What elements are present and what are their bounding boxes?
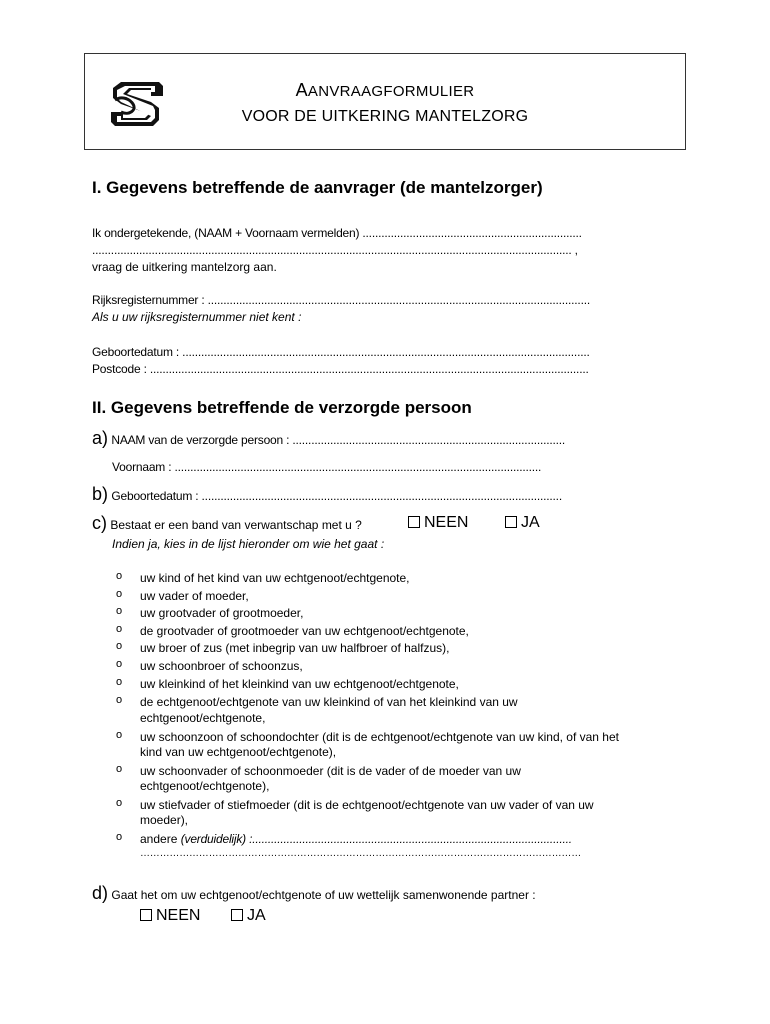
kinship-no-option[interactable]: NEEN <box>408 514 468 532</box>
list-item-cont: kind van uw echtgenoot/echtgenote), <box>140 745 337 759</box>
kinship-yes-checkbox[interactable] <box>505 516 517 528</box>
national-register-note: Als u uw rijksregisternummer niet kent : <box>92 310 302 324</box>
request-text: vraag de uitkering mantelzorg aan. <box>92 260 277 274</box>
partner-no-checkbox[interactable] <box>140 909 152 921</box>
care-firstname-field[interactable]: Voornaam : ..................................................................................................................... <box>112 460 542 474</box>
national-register-field[interactable]: Rijksregisternummer : .......................................................................................................................... <box>92 293 590 307</box>
item-d-letter: d) <box>92 883 109 903</box>
partner-yes-option[interactable]: JA <box>231 907 266 925</box>
care-name-field[interactable]: NAAM van de verzorgde persoon : ....................................................................................... <box>111 433 566 447</box>
list-item-cont: echtgenoot/echtgenote), <box>140 779 270 793</box>
other-specify-field[interactable]: (verduidelijk) :...................................................................................................... <box>180 832 572 846</box>
section1-heading: I. Gegevens betreffende de aanvrager (de mantelzorger) <box>92 178 543 197</box>
kinship-question-row <box>92 513 362 534</box>
kinship-no-checkbox[interactable] <box>408 516 420 528</box>
care-name-row <box>92 428 565 449</box>
applicant-name-field-cont[interactable]: ......................................................................................................................................................... , <box>92 243 578 257</box>
partner-no-option[interactable]: NEEN <box>140 907 200 925</box>
care-birthdate-row <box>92 484 562 505</box>
kinship-question: Bestaat er een band van verwantschap met u ? <box>110 518 362 532</box>
item-c-letter: c) <box>92 513 107 533</box>
applicant-name-field[interactable]: Ik ondergetekende, (NAAM + Voornaam vermelden) ...................................................................... <box>92 226 582 240</box>
form-header <box>84 53 686 150</box>
care-birthdate-field[interactable]: Geboortedatum : ................................................................................................................... <box>111 489 562 503</box>
birthdate-field[interactable]: Geboortedatum : .................................................................................................................................. <box>92 345 590 359</box>
section2-heading: II. Gegevens betreffende de verzorgde persoon <box>92 398 472 417</box>
kinship-yes-option[interactable]: JA <box>505 514 540 532</box>
form-title: AANVRAAGFORMULIER <box>295 80 475 100</box>
other-specify-field-cont[interactable]: ……………………………………………………………………………………………………………………… <box>140 848 582 859</box>
list-item-cont: echtgenoot/echtgenote, <box>140 711 266 725</box>
form-subtitle: VOOR DE UITKERING MANTELZORG <box>241 108 529 125</box>
item-b-letter: b) <box>92 484 109 504</box>
item-a-letter: a) <box>92 428 109 448</box>
list-item-cont: moeder), <box>140 813 189 827</box>
partner-question-row <box>92 883 536 904</box>
postcode-field[interactable]: Postcode : ............................................................................................................................................ <box>92 362 589 376</box>
partner-question: Gaat het om uw echtgenoot/echtgenote of uw wettelijk samenwonende partner : <box>111 888 536 902</box>
kinship-note: Indien ja, kies in de lijst hieronder om wie het gaat : <box>112 537 385 551</box>
partner-yes-checkbox[interactable] <box>231 909 243 921</box>
